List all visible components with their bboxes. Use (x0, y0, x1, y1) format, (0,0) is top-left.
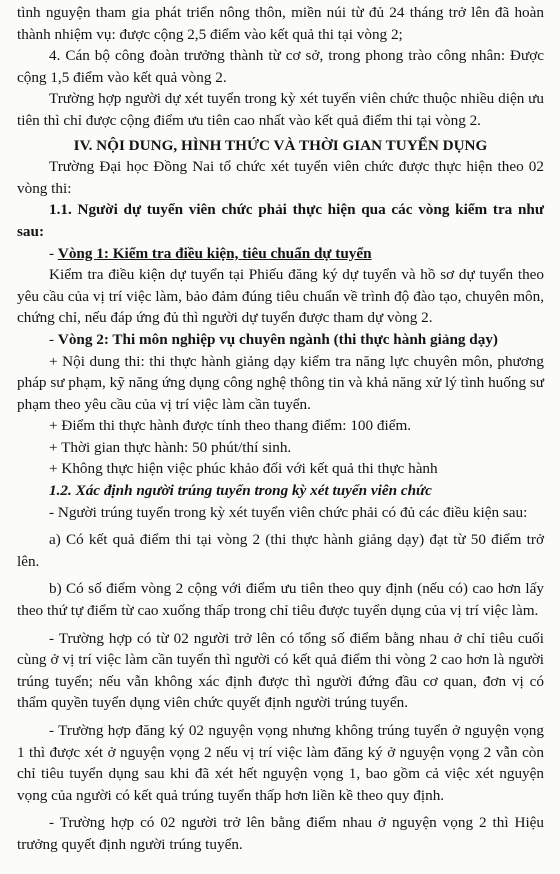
paragraph-tie-second-wish: - Trường hợp có 02 người trở lên bằng điểm nhau ở nguyện vọng 2 thì Hiệu trưởng quyết định người trúng tuyển. (17, 814, 544, 853)
round1-heading: Vòng 1: Kiểm tra điều kiện, tiêu chuẩn dự tuyển (57, 244, 372, 262)
paragraph-winner-conditions: - Người trúng tuyển trong kỳ xét tuyển viên chức phải có đủ các điều kiện sau: (49, 503, 528, 521)
paragraph-score-scale: + Điểm thi thực hành được tính theo thang điểm: 100 điểm. (49, 417, 412, 435)
paragraph-second-wish: - Trường hợp đăng ký 02 nguyện vọng nhưng không trúng tuyển ở nguyện vọng 1 thì được xét ở nguyện vọng 2 nếu vị trí việc làm đăng ký ở nguyện vọng 2 vẫn còn chỉ tiêu tuyển dụng sau khi đã xét hết nguyện vọng 1, bao gồm cả việc xét nguyện vọng của người có kết quả trúng tuyển thấp hơn liền kề theo quy định. (17, 722, 544, 804)
paragraph-condition-a: a) Có kết quả điểm thi tại vòng 2 (thi thực hành giảng dạy) đạt từ 50 điểm trở lên. (17, 531, 544, 570)
paragraph-multiple-priority: Trường hợp người dự xét tuyển trong kỳ xét tuyển viên chức thuộc nhiều diện ưu tiên thì chỉ được cộng điểm ưu tiên cao nhất vào kết quả điểm thi tại vòng 2. (17, 90, 544, 129)
heading-1-1: 1.1. Người dự tuyển viên chức phải thực hiện qua các vòng kiểm tra như sau: (17, 201, 544, 240)
round2-heading: Vòng 2: Thi môn nghiệp vụ chuyên ngành (thi thực hành giảng dạy) (57, 330, 498, 348)
paragraph-condition-b: b) Có số điểm vòng 2 cộng với điểm ưu tiên theo quy định (nếu có) cao hơn lấy theo thứ tự điểm từ cao xuống thấp trong chỉ tiêu được tuyển dụng của vị trí việc làm. (17, 580, 544, 620)
round1-dash: - (49, 244, 58, 262)
heading-1-2: 1.2. Xác định người trúng tuyển trong kỳ xét tuyển viên chức (49, 482, 432, 500)
paragraph-round1-content: Kiểm tra điều kiện dự tuyển tại Phiếu đăng ký dự tuyển và hồ sơ dự tuyển theo yêu cầu của vị trí việc làm, bảo đảm đúng tiêu chuẩn về trình độ đào tạo, chuyên môn, chứng chỉ, nếu đáp ứng đủ thì người dự tuyển được tham dự vòng 2. (17, 266, 544, 327)
paragraph-tie-rule: - Trường hợp có từ 02 người trở lên có tổng số điểm bằng nhau ở chỉ tiêu cuối cùng ở vị trí việc làm cần tuyển thì người có kết quả điểm thi vòng 2 cao hơn là người trúng tuyển; nếu vẫn không xác định được thì người đứng đầu cơ quan, đơn vị có thẩm quyền tuyển dụng viên chức quyết định người trúng tuyển. (17, 629, 544, 712)
paragraph-practice-time: + Thời gian thực hành: 50 phút/thí sinh. (49, 438, 292, 456)
paragraph-union-cadre-bonus: 4. Cán bộ công đoàn trưởng thành từ cơ sở, trong phong trào công nhân: Được cộng 1,5 điểm vào kết quả vòng 2. (17, 47, 544, 86)
round2-heading-line (17, 329, 544, 351)
round1-heading-line (17, 243, 544, 265)
paragraph-no-review: + Không thực hiện việc phúc khảo đối với kết quả thi thực hành (49, 460, 438, 478)
paragraph-round2-content: + Nội dung thi: thi thực hành giảng dạy kiểm tra năng lực chuyên môn, phương pháp sư phạm, kỹ năng ứng dụng công nghệ thông tin và khả năng xử lý tình huống sư phạm theo yêu cầu của vị trí việc làm cần tuyển. (17, 352, 544, 413)
section-iv-heading: IV. NỘI DUNG, HÌNH THỨC VÀ THỜI GIAN TUYỂN DỤNG (73, 136, 488, 154)
round2-dash: - (49, 330, 58, 348)
paragraph-rural-volunteer-bonus: tình nguyện tham gia phát triển nông thôn, miền núi từ đủ 24 tháng trở lên đã hoàn thành nhiệm vụ: được cộng 2,5 điểm vào kết quả thi tại vòng 2; (17, 4, 544, 43)
paragraph-two-rounds: Trường Đại học Đồng Nai tổ chức xét tuyển viên chức được thực hiện theo 02 vòng thi: (17, 158, 544, 197)
